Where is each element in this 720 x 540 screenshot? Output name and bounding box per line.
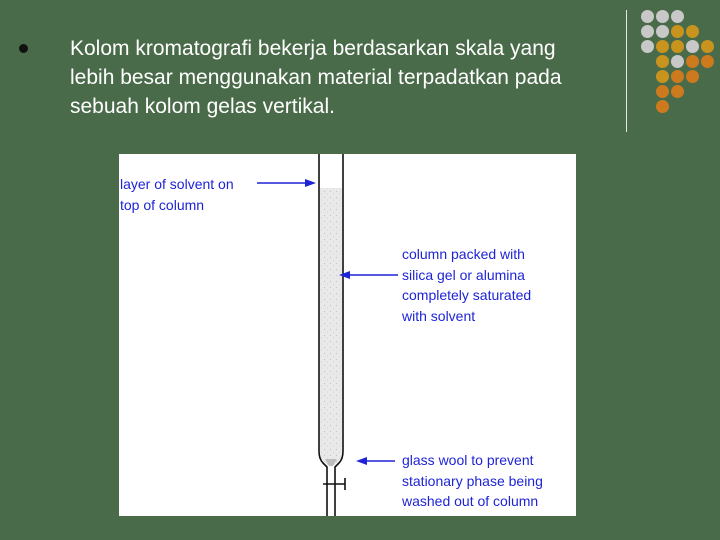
label-line: with solvent (402, 307, 476, 324)
arrow-solvent-layer (257, 179, 316, 187)
bullet-point (19, 44, 28, 53)
chromatography-column-diagram (119, 154, 576, 516)
bullet-line: Kolom kromatografi bekerja berdasarkan skala yang (70, 37, 556, 60)
label-line: silica gel or alumina (402, 266, 525, 283)
bullet-line: lebih besar menggunakan material terpadatkan pada (70, 66, 562, 89)
bullet-line: sebuah kolom gelas vertikal. (70, 95, 335, 118)
label-line: washed out of column (402, 493, 539, 509)
deco-dot (701, 40, 714, 53)
label-solvent-layer (120, 174, 234, 215)
label-line: column packed with (402, 246, 525, 262)
deco-dot (641, 10, 654, 23)
label-line: completely saturated (402, 287, 532, 303)
arrow-glass-wool (356, 457, 395, 465)
label-line: layer of solvent on (120, 176, 234, 192)
label-glass-wool (402, 450, 543, 512)
label-line: top of column (120, 196, 205, 213)
deco-dot (656, 10, 669, 23)
deco-dot (701, 55, 714, 68)
label-line: glass wool to prevent (402, 452, 534, 468)
label-column-packed (402, 244, 531, 326)
label-line: stationary phase being (402, 472, 543, 489)
deco-dot (671, 10, 684, 23)
arrow-column-packed (339, 271, 398, 279)
column-packing (320, 188, 342, 465)
bullet-text (70, 34, 690, 121)
